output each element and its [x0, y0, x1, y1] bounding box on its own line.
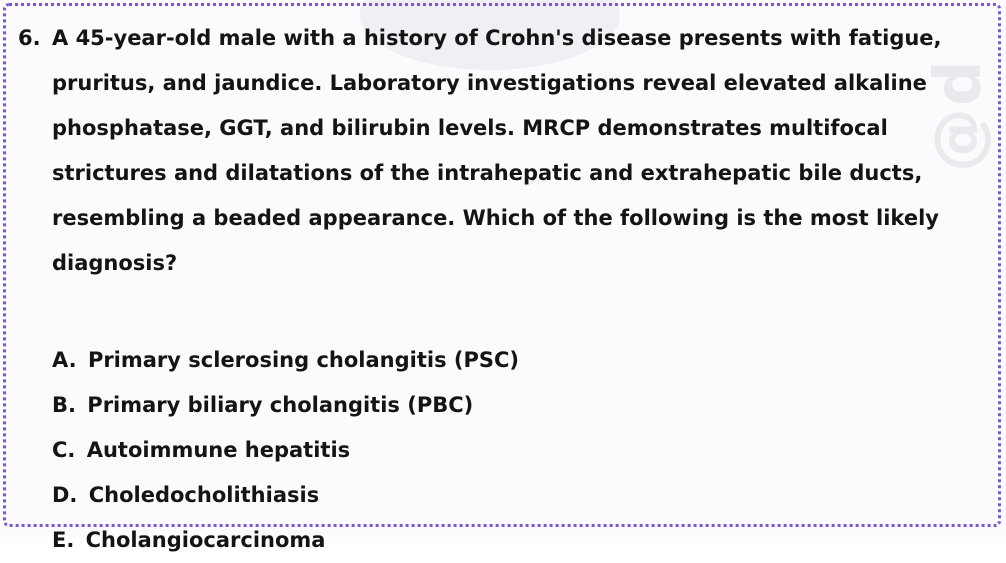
option-text: Primary sclerosing cholangitis (PSC) — [87, 348, 520, 372]
option-text: Cholangiocarcinoma — [85, 528, 326, 552]
option-text: Primary biliary cholangitis (PBC) — [87, 393, 474, 417]
option-c[interactable] — [52, 428, 948, 473]
option-letter: C. — [52, 438, 76, 462]
question-text: A 45-year-old male with a history of Crohn's disease presents with fatigue, pruritus, and jaundice. Laboratory investigations reveal elevated alkaline phosphatase, GGT, and bilirubin levels. MRCP demonstrates multifocal strictures and dilatations of the intrahepatic and extrahepatic bile ducts, resembling a beaded appearance. Which of the following is the most likely diagnosis? — [52, 26, 942, 275]
option-a[interactable] — [52, 338, 948, 383]
question-number: 6. — [18, 26, 41, 50]
option-b[interactable] — [52, 383, 948, 428]
option-text: Autoimmune hepatitis — [86, 438, 351, 462]
answer-options — [52, 338, 948, 563]
option-text: Choledocholithiasis — [88, 483, 320, 507]
option-letter: A. — [52, 348, 77, 372]
option-e[interactable] — [52, 518, 948, 563]
option-letter: B. — [52, 393, 76, 417]
question — [18, 16, 948, 286]
watermark: @d — [922, 58, 996, 172]
option-letter: D. — [52, 483, 78, 507]
question-content — [18, 16, 948, 563]
option-d[interactable] — [52, 473, 948, 518]
option-letter: E. — [52, 528, 75, 552]
